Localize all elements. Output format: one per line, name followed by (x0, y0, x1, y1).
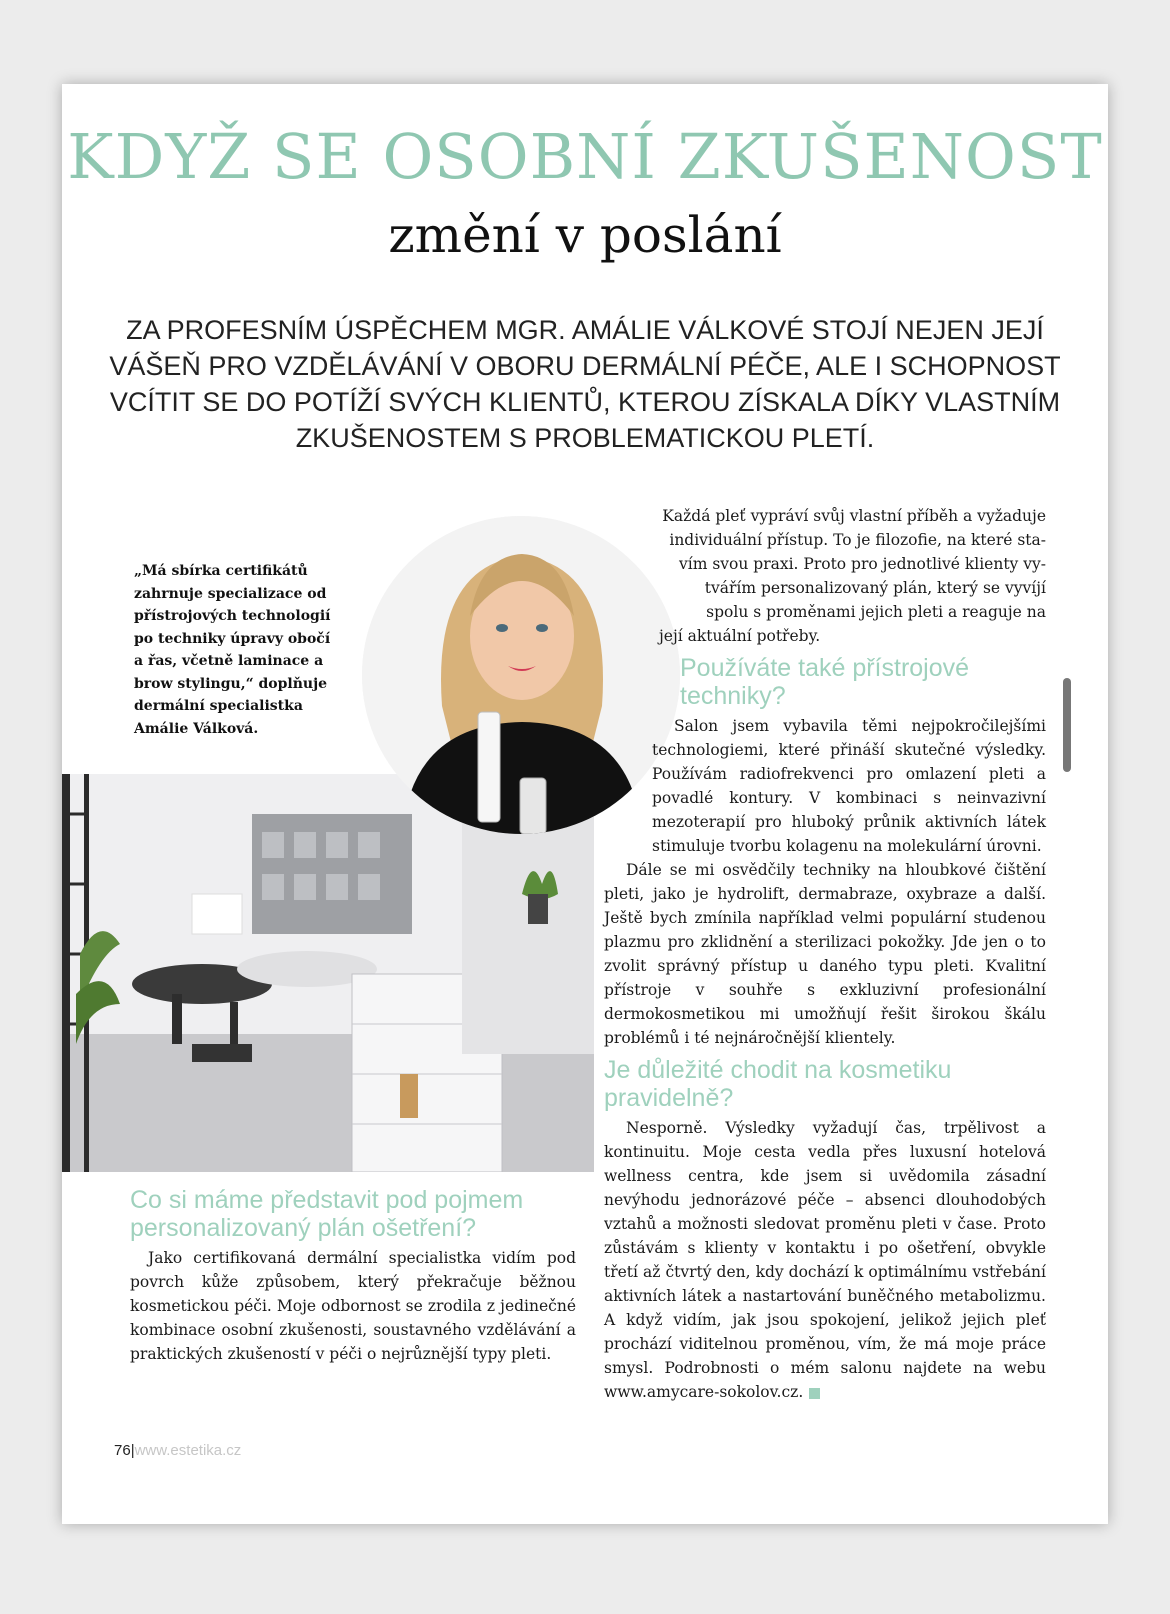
answer-paragraph: Salon jsem vybavila těmi nejpokročilejšími technologiemi, které přináší skutečné výsledky. Používám radiofrekvenci pro omlazení pleti a povadlé kontury. V kombinaci s neinvazivní mezoterapií pro hluboký průnik aktivních látek stimuluje tvorbu kolagenu na molekulární úrovni. (652, 717, 1046, 855)
question-heading: Používáte také přístrojové techniky? (680, 654, 970, 710)
intro-paragraph (604, 504, 1046, 648)
answer-paragraph: Dále se mi osvědčily techniky na hloubkové čištění pleti, jako je hydrolift, dermabraze, oxybraze a další. Ještě bych zmínila například velmi populární studenou plazmu pro zklidnění a sterilizaci pokožky. Jde jen o to zvolit správný přístup u daného typu pleti. Kvalitní přístroje v souhře s exkluzivní profesionální dermokosmetikou mi umožňují řešit širokou škálu problémů i té nejnáročnější klientely. (604, 861, 1046, 1047)
page-number: 76 (114, 1442, 131, 1459)
intro-line: individuální přístup. To je filozofie, na které sta- (669, 531, 1046, 549)
answer-text: Nesporně. Výsledky vyžadují čas, trpělivost a kontinuitu. Moje cesta vedla přes luxusní hotelová wellness centra, kde jsem si uvědomila zásadní nevýhodu jednorázové péče – absenci dlouhodobých vztahů a možnosti sledovat proměnu pleti v čase. Proto zůstávám s klienty v kontaktu i po ošetření, obvykle třetí až čtvrtý den, kdy dochází k optimálnímu vstřebání aktivních látek a nastartování buněčného metabolizmu. A když vidím, jak jsou spokojení, jelikož jejich pleť prochází viditelnou proměnou, vím, že má moje práce smysl. Podrobnosti o mém salonu najdete na webu www.amycare-sokolov.cz. (604, 1119, 1046, 1401)
question-heading: Co si máme představit pod pojmem personalizovaný plán ošetření? (130, 1186, 524, 1242)
question-heading: Je důležité chodit na kosmetiku pravidelně? (604, 1056, 952, 1112)
page-footer (114, 1442, 241, 1459)
intro-line: Každá pleť vypráví svůj vlastní příběh a vyžaduje (662, 507, 1046, 525)
article-lead: ZA PROFESNÍM ÚSPĚCHEM MGR. AMÁLIE VÁLKOVÉ STOJÍ NEJEN JEJÍ VÁŠEŇ PRO VZDĚLÁVÁNÍ V OBORU DERMÁLNÍ PÉČE, ALE I SCHOPNOST VCÍTIT SE DO POTÍŽÍ SVÝCH KLIENTŮ, KTEROU ZÍSKALA DÍKY VLASTNÍM ZKUŠENOSTEM S PROBLEMATICKOU PLETÍ. (109, 315, 1061, 453)
footer-url[interactable]: www.estetika.cz (134, 1442, 242, 1459)
intro-line: tvářím personalizovaný plán, který se vyvíjí (704, 579, 1046, 597)
article-subtitle: změní v poslání (388, 206, 782, 264)
end-mark-icon (809, 1388, 820, 1399)
left-column (130, 1180, 576, 1366)
answer-paragraph (604, 1116, 1046, 1404)
pull-quote: „Má sbírka certifikátů zahrnuje specializace od přístrojových technologií po techniky úpravy obočí a řas, včetně laminace a brow stylingu,“ doplňuje dermální specialistka Amálie Válková. (134, 563, 331, 737)
footer-separator: | (130, 1442, 135, 1459)
intro-line: spolu s proměnami jejich pleti a reaguje na (706, 603, 1046, 621)
right-column (604, 504, 1046, 1404)
answer-paragraph: Jako certifikovaná dermální specialistka vidím pod povrch kůže způsobem, který překračuje běžnou kosmetickou péči. Moje odbornost se zrodila z jedinečné kombinace osobní zkušenosti, soustavného vzdělávání a praktických zkušeností v péči o nejrůznější typy pleti. (130, 1249, 576, 1363)
magazine-page (62, 84, 1108, 1524)
article-title: KDYŽ SE OSOBNÍ ZKUŠENOST (67, 120, 1103, 193)
intro-line: vím svou praxi. Proto pro jednotlivé klienty vy- (678, 555, 1046, 573)
intro-line: její aktuální potřeby. (659, 627, 821, 645)
scrollbar-thumb[interactable] (1063, 678, 1071, 772)
